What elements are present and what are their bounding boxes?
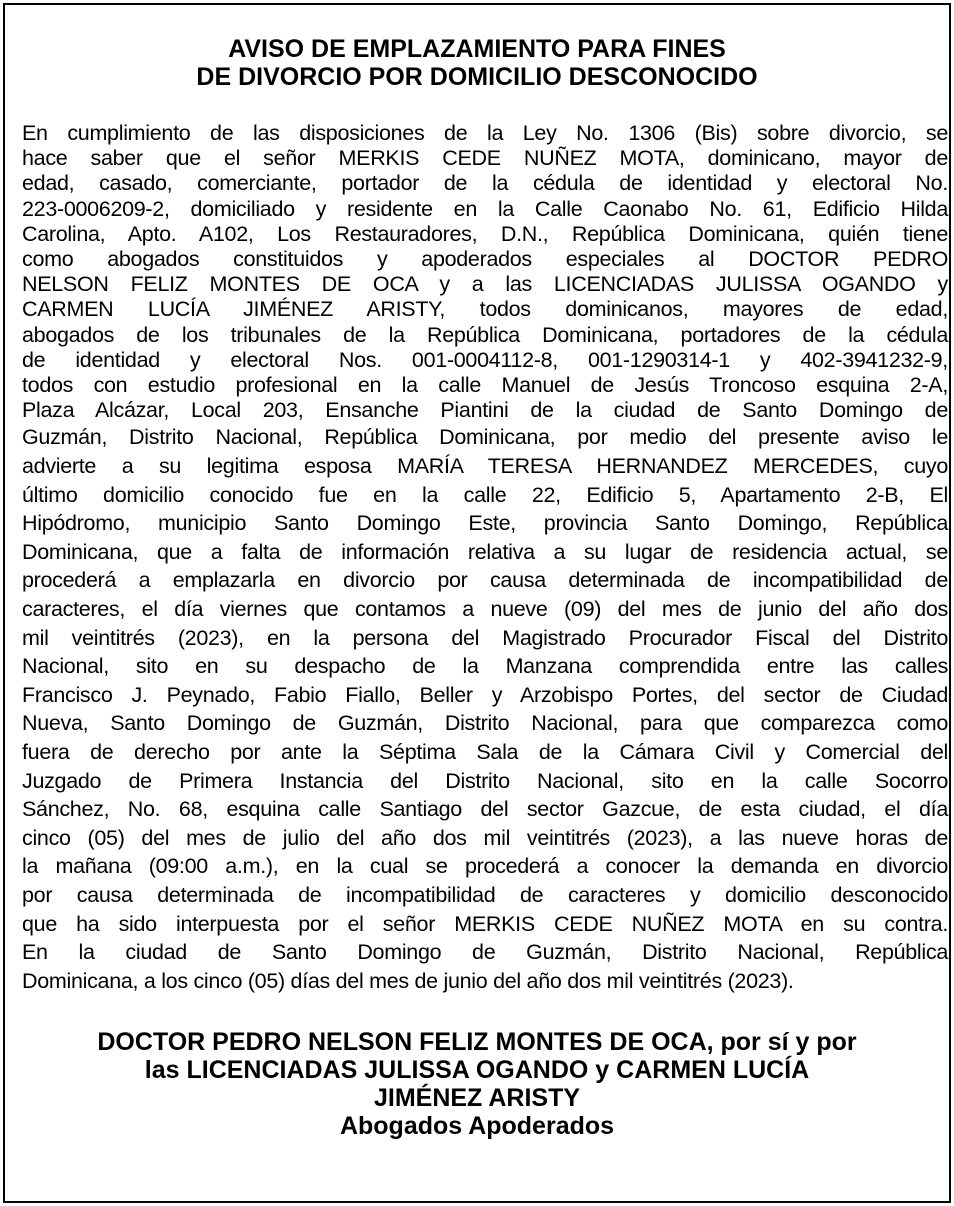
notice-frame xyxy=(3,3,951,1203)
body-line: En cumplimiento de las disposiciones de la Ley No. 1306 (Bis) sobre divorcio, se xyxy=(22,121,948,145)
notice-title-line: DE DIVORCIO POR DOMICILIO DESCONOCIDO xyxy=(196,63,758,91)
notice-body xyxy=(22,121,948,995)
body-line: CARMEN LUCÍA JIMÉNEZ ARISTY, todos dominicanos, mayores de edad, xyxy=(22,297,948,322)
body-line: Dominicana, que a falta de información relativa a su lugar de residencia actual, se xyxy=(22,539,948,564)
body-line: cinco (05) del mes de julio del año dos mil veintitrés (2023), a las nueve horas de xyxy=(22,825,948,850)
body-line: advierte a su legitima esposa MARÍA TERESA HERNANDEZ MERCEDES, cuyo xyxy=(22,454,948,479)
signature-line: Abogados Apoderados xyxy=(339,1112,615,1140)
body-line: abogados de los tribunales de la República Dominicana, portadores de la cédula xyxy=(22,322,948,347)
body-line: 223-0006209-2, domiciliado y residente en la Calle Caonabo No. 61, Edificio Hilda xyxy=(22,196,948,221)
body-line: Dominicana, a los cinco (05) días del mes de junio del año dos mil veintitrés (2023). xyxy=(22,968,794,993)
body-line: Guzmán, Distrito Nacional, República Dominicana, por medio del presente aviso le xyxy=(22,425,948,450)
body-line: caracteres, el día viernes que contamos a nueve (09) del mes de junio del año dos xyxy=(22,597,948,621)
body-line: procederá a emplazarla en divorcio por causa determinada de incompatibilidad de xyxy=(22,568,948,593)
body-line: Juzgado de Primera Instancia del Distrito Nacional, sito en la calle Socorro xyxy=(22,768,948,793)
body-line: Carolina, Apto. A102, Los Restauradores, D.N., República Dominicana, quién tiene xyxy=(22,221,948,246)
body-line: fuera de derecho por ante la Séptima Sala de la Cámara Civil y Comercial del xyxy=(22,739,948,764)
body-line: como abogados constituidos y apoderados especiales al DOCTOR PEDRO xyxy=(22,247,948,272)
body-line: de identidad y electoral Nos. 001-0004112-8, 001-1290314-1 y 402-3941232-9, xyxy=(22,347,948,372)
body-line: Francisco J. Peynado, Fabio Fiallo, Beller y Arzobispo Portes, del sector de Ciudad xyxy=(22,682,948,707)
body-line: mil veintitrés (2023), en la persona del Magistrado Procurador Fiscal del Distrito xyxy=(22,625,948,650)
body-line: Sánchez, No. 68, esquina calle Santiago del sector Gazcue, de esta ciudad, el día xyxy=(22,797,948,822)
body-line: En la ciudad de Santo Domingo de Guzmán, Distrito Nacional, República xyxy=(22,940,948,965)
body-line: edad, casado, comerciante, portador de la cédula de identidad y electoral No. xyxy=(22,171,948,196)
signature-line: DOCTOR PEDRO NELSON FELIZ MONTES DE OCA, por sí y por xyxy=(97,1028,857,1056)
body-line: Plaza Alcázar, Local 203, Ensanche Piantini de la ciudad de Santo Domingo de xyxy=(22,398,948,423)
body-line: Hipódromo, municipio Santo Domingo Este, provincia Santo Domingo, República xyxy=(22,511,948,536)
body-line: todos con estudio profesional en la calle Manuel de Jesús Troncoso esquina 2-A, xyxy=(22,373,948,398)
body-line: que ha sido interpuesta por el señor MERKIS CEDE NUÑEZ MOTA en su contra. xyxy=(22,911,948,936)
body-line: la mañana (09:00 a.m.), en la cual se procederá a conocer la demanda en divorcio xyxy=(22,854,948,879)
body-line: Nueva, Santo Domingo de Guzmán, Distrito Nacional, para que comparezca como xyxy=(22,711,948,736)
signature-block xyxy=(5,1028,949,1140)
signature-line: las LICENCIADAS JULISSA OGANDO y CARMEN LUCÍA xyxy=(144,1056,810,1084)
notice-title-line: AVISO DE EMPLAZAMIENTO PARA FINES xyxy=(228,35,726,63)
body-line: hace saber que el señor MERKIS CEDE NUÑEZ MOTA, dominicano, mayor de xyxy=(22,146,948,171)
signature-line: JIMÉNEZ ARISTY xyxy=(373,1084,581,1112)
body-line: Nacional, sito en su despacho de la Manzana comprendida entre las calles xyxy=(22,654,948,679)
body-line: último domicilio conocido fue en la calle 22, Edificio 5, Apartamento 2-B, El xyxy=(22,482,948,507)
body-line: NELSON FELIZ MONTES DE OCA y a las LICENCIADAS JULISSA OGANDO y xyxy=(22,272,948,297)
body-line: por causa determinada de incompatibilidad de caracteres y domicilio desconocido xyxy=(22,882,948,907)
notice-title xyxy=(5,35,949,91)
